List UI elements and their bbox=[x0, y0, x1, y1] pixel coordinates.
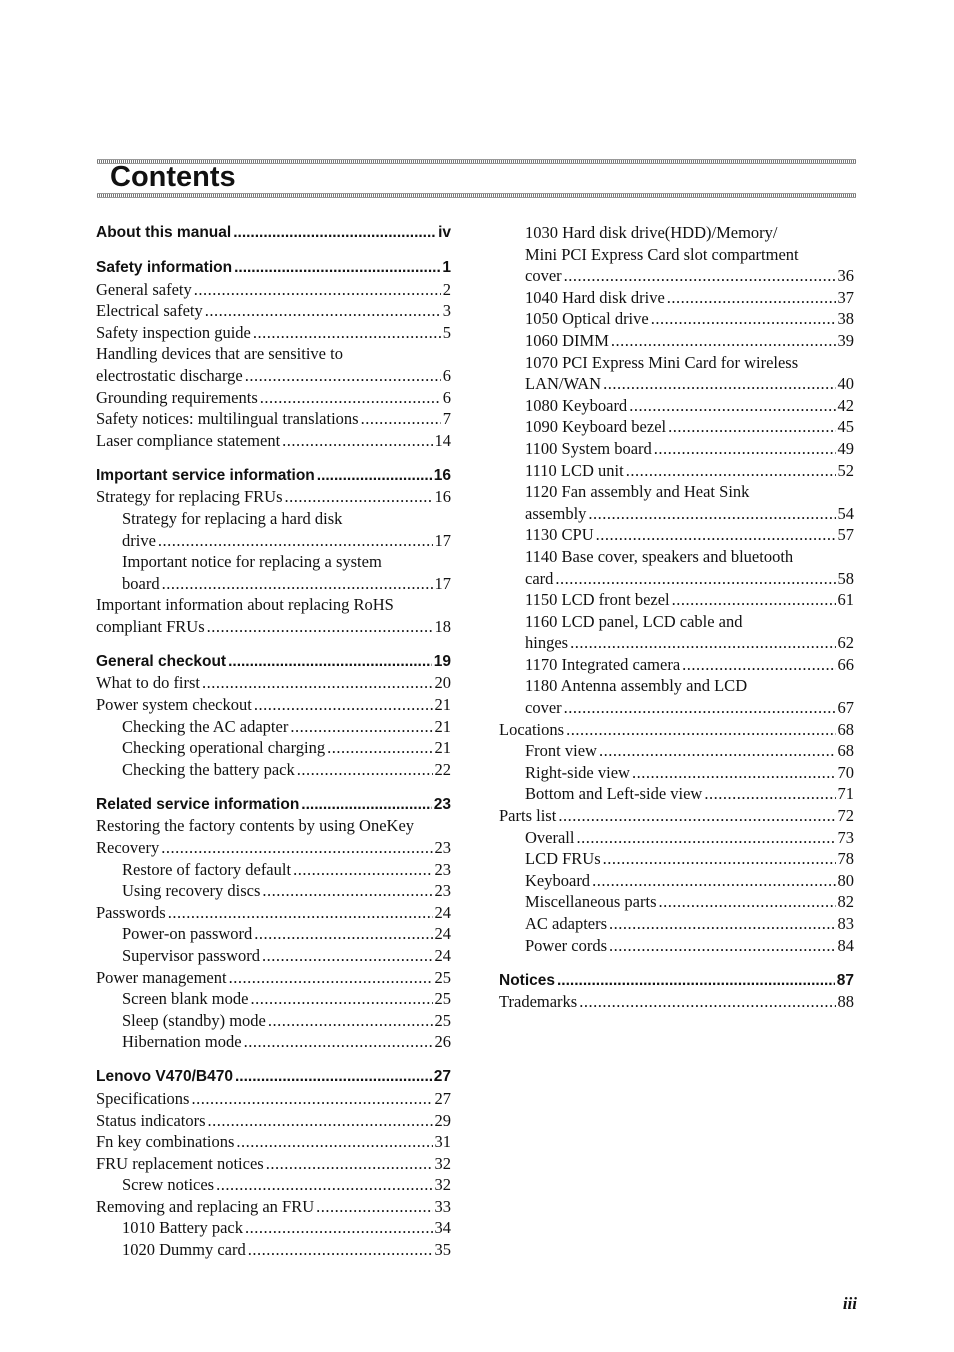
toc-page-number: 14 bbox=[434, 430, 451, 450]
toc-page-number: 17 bbox=[434, 530, 451, 550]
toc-entry[interactable] bbox=[96, 616, 451, 638]
dot-leader bbox=[293, 859, 432, 881]
toc-page-number: 68 bbox=[837, 719, 854, 739]
toc-entry-title: Grounding requirements bbox=[96, 387, 258, 407]
dot-leader bbox=[576, 827, 835, 849]
toc-entry-title: 1050 Optical drive bbox=[525, 309, 649, 329]
toc-page-number: 73 bbox=[837, 827, 854, 847]
toc-chapter-entry[interactable] bbox=[96, 1066, 451, 1088]
dot-leader bbox=[588, 503, 835, 525]
toc-entry[interactable] bbox=[96, 1088, 451, 1110]
toc-entry-title: Screw notices bbox=[122, 1175, 215, 1195]
toc-entry[interactable] bbox=[499, 395, 854, 417]
toc-page-number: 72 bbox=[837, 806, 854, 826]
dot-leader bbox=[254, 923, 432, 945]
toc-page-number: 29 bbox=[434, 1110, 451, 1130]
toc-entry-title: AC adapters bbox=[525, 914, 608, 933]
toc-page-number: 1 bbox=[442, 258, 451, 276]
toc-entry-title: Related service information bbox=[96, 795, 300, 813]
page-title: Contents bbox=[110, 161, 236, 193]
toc-page-number: 38 bbox=[837, 309, 854, 329]
toc-page-number: 2 bbox=[442, 279, 451, 299]
dot-leader bbox=[316, 1196, 432, 1218]
toc-entry[interactable] bbox=[499, 438, 854, 460]
toc-entry[interactable] bbox=[499, 373, 854, 395]
toc-entry-title: Safety notices: multilingual translations bbox=[96, 409, 359, 429]
toc-entry-title: hinges bbox=[525, 633, 569, 653]
toc-entry[interactable] bbox=[96, 530, 451, 552]
toc-page-number: 42 bbox=[837, 395, 854, 415]
toc-page-number: 25 bbox=[434, 989, 451, 1009]
toc-page-number: 61 bbox=[837, 590, 854, 610]
toc-page-number: 58 bbox=[837, 568, 854, 588]
toc-entry-title: Laser compliance statement bbox=[96, 430, 281, 450]
toc-entry-title: Sleep (standby) mode bbox=[122, 1010, 266, 1030]
toc-page-number: 27 bbox=[434, 1088, 451, 1108]
toc-entry[interactable] bbox=[96, 880, 451, 902]
toc-entry-title: Checking the battery pack bbox=[122, 759, 295, 779]
dot-leader bbox=[570, 632, 835, 654]
toc-page-number: 71 bbox=[837, 784, 854, 804]
toc-page-number: 34 bbox=[434, 1218, 451, 1238]
dot-leader bbox=[191, 1088, 432, 1110]
toc-entry[interactable] bbox=[96, 923, 451, 945]
title-rule-bottom bbox=[97, 193, 856, 198]
toc-page-number: 25 bbox=[434, 1010, 451, 1030]
toc-page-number: 88 bbox=[837, 992, 854, 1012]
toc-page-number: 6 bbox=[442, 387, 451, 407]
toc-entry-title: About this manual bbox=[96, 224, 232, 241]
toc-entry[interactable] bbox=[96, 486, 451, 508]
toc-entry[interactable] bbox=[96, 365, 451, 387]
toc-page-number: 87 bbox=[836, 971, 854, 989]
toc-entry-title: Screen blank mode bbox=[122, 989, 249, 1009]
toc-entry[interactable] bbox=[499, 740, 854, 762]
dot-leader bbox=[262, 880, 432, 902]
dot-leader bbox=[629, 395, 835, 417]
toc-entry-title: Checking operational charging bbox=[122, 738, 326, 758]
toc-entry-title: Removing and replacing an FRU bbox=[96, 1196, 315, 1216]
toc-entry[interactable] bbox=[96, 1031, 451, 1053]
toc-entry[interactable] bbox=[96, 759, 451, 781]
toc-page-number: 5 bbox=[442, 322, 451, 342]
toc-entry[interactable] bbox=[499, 308, 854, 330]
dot-leader bbox=[260, 387, 441, 409]
toc-entry-title: Status indicators bbox=[96, 1110, 206, 1130]
toc-entry-title: Locations bbox=[499, 719, 565, 739]
dot-leader bbox=[194, 279, 441, 301]
dot-leader bbox=[654, 438, 836, 460]
toc-entry-title: Fn key combinations bbox=[96, 1132, 235, 1152]
toc-page-number: 32 bbox=[434, 1153, 451, 1173]
toc-entry[interactable] bbox=[96, 1131, 451, 1153]
toc-page-number: 21 bbox=[434, 738, 451, 758]
toc-entry-title: Restore of factory default bbox=[122, 859, 292, 879]
toc-entry[interactable] bbox=[499, 935, 854, 957]
dot-leader bbox=[268, 1010, 433, 1032]
dot-leader bbox=[626, 460, 836, 482]
toc-entry[interactable] bbox=[96, 967, 451, 989]
toc-entry-title: 1040 Hard disk drive bbox=[525, 287, 665, 307]
toc-page-number: 16 bbox=[434, 487, 451, 507]
toc-entry[interactable] bbox=[96, 859, 451, 881]
toc-entry-title: 1150 LCD front bezel bbox=[525, 590, 670, 610]
toc-entry[interactable] bbox=[96, 1217, 451, 1239]
toc-page-number: 36 bbox=[837, 266, 854, 286]
dot-leader bbox=[611, 330, 836, 352]
toc-page-number: 49 bbox=[837, 438, 854, 458]
dot-leader bbox=[262, 945, 433, 967]
toc-entry-line: Strategy for replacing a hard disk bbox=[122, 508, 343, 528]
toc-entry[interactable] bbox=[96, 694, 451, 716]
dot-leader bbox=[285, 486, 433, 508]
toc-page-number: 67 bbox=[837, 698, 854, 718]
toc-entry-title: Power cords bbox=[525, 935, 608, 955]
toc-entry-line: 1070 PCI Express Mini Card for wireless bbox=[525, 352, 799, 372]
toc-page-number: 52 bbox=[837, 460, 854, 480]
toc-entry[interactable] bbox=[499, 654, 854, 676]
toc-entry-title: drive bbox=[122, 530, 156, 550]
toc-page-number: 25 bbox=[434, 967, 451, 987]
toc-entry[interactable] bbox=[499, 870, 854, 892]
toc-chapter-entry[interactable] bbox=[96, 794, 451, 816]
toc-entry[interactable] bbox=[96, 1196, 451, 1218]
toc-chapter-entry[interactable] bbox=[499, 970, 854, 992]
dot-leader bbox=[290, 716, 432, 738]
toc-entry-title: Front view bbox=[525, 741, 597, 761]
toc-entry[interactable] bbox=[96, 1153, 451, 1175]
toc-page-number: 3 bbox=[442, 301, 451, 321]
toc-entry[interactable] bbox=[499, 503, 854, 525]
toc-page-number: 83 bbox=[837, 914, 854, 933]
dot-leader bbox=[297, 759, 433, 781]
toc-entry[interactable] bbox=[96, 322, 451, 344]
toc-entry-title: Lenovo V470/B470 bbox=[96, 1068, 233, 1086]
toc-entry-title: Specifications bbox=[96, 1088, 190, 1108]
toc-entry[interactable] bbox=[96, 279, 451, 301]
toc-entry-title: Right-side view bbox=[525, 762, 630, 782]
toc-entry[interactable] bbox=[499, 783, 854, 805]
toc-entry[interactable] bbox=[96, 573, 451, 595]
dot-leader bbox=[229, 967, 433, 989]
toc-page-number: 35 bbox=[434, 1240, 451, 1260]
toc-page-number: 24 bbox=[434, 902, 451, 922]
toc-entry[interactable] bbox=[96, 902, 451, 924]
toc-entry[interactable] bbox=[96, 672, 451, 694]
dot-leader bbox=[603, 373, 835, 395]
dot-leader bbox=[632, 762, 836, 784]
toc-chapter-entry[interactable] bbox=[96, 257, 451, 279]
dot-leader bbox=[672, 589, 836, 611]
toc-entry-title: board bbox=[122, 573, 160, 593]
dot-leader bbox=[668, 416, 835, 438]
toc-entry-title: 1060 DIMM bbox=[525, 330, 609, 350]
toc-entry[interactable] bbox=[499, 330, 854, 352]
toc-page-number: 31 bbox=[434, 1132, 451, 1152]
toc-page-number: 7 bbox=[442, 409, 451, 429]
toc-page-number: iv bbox=[438, 224, 451, 241]
dot-leader bbox=[202, 672, 432, 694]
dot-leader bbox=[235, 1066, 432, 1088]
toc-entry-title: 1080 Keyboard bbox=[525, 395, 628, 415]
dot-leader bbox=[282, 430, 432, 452]
toc-entry-title: Passwords bbox=[96, 902, 166, 922]
toc-page-number: 70 bbox=[837, 762, 854, 782]
toc-entry[interactable] bbox=[96, 1110, 451, 1132]
dot-leader bbox=[161, 837, 432, 859]
toc-entry-title: Power system checkout bbox=[96, 695, 252, 715]
dot-leader bbox=[327, 737, 432, 759]
toc-entry-title: Safety information bbox=[96, 258, 233, 276]
toc-chapter-entry[interactable] bbox=[96, 222, 451, 244]
toc-entry[interactable] bbox=[96, 1010, 451, 1032]
toc-page-number: 80 bbox=[837, 870, 854, 890]
toc-entry[interactable] bbox=[96, 945, 451, 967]
toc-page-number: 18 bbox=[434, 616, 451, 636]
toc-entry-line: Important notice for replacing a system bbox=[122, 552, 382, 572]
toc-entry-title: Power management bbox=[96, 967, 227, 987]
toc-entry-title: Overall bbox=[525, 827, 575, 847]
toc-entry-title: LCD FRUs bbox=[525, 849, 601, 869]
toc-page-number: 40 bbox=[837, 374, 854, 394]
toc-entry-title: Important service information bbox=[96, 466, 315, 484]
toc-page-number: 84 bbox=[837, 935, 854, 955]
toc-entry-title: What to do first bbox=[96, 673, 201, 693]
toc-entry[interactable] bbox=[499, 891, 854, 913]
dot-leader bbox=[317, 465, 432, 487]
dot-leader bbox=[301, 794, 431, 816]
toc-entry-title: LAN/WAN bbox=[525, 374, 602, 394]
toc-entry[interactable] bbox=[499, 524, 854, 546]
toc-page-number: 26 bbox=[434, 1032, 451, 1052]
dot-leader bbox=[236, 1131, 432, 1153]
toc-page-number: 20 bbox=[434, 673, 451, 693]
toc-entry-line: Restoring the factory contents by using OneKey bbox=[96, 816, 415, 836]
toc-entry-title: 1170 Integrated camera bbox=[525, 654, 681, 674]
toc-entry-title: electrostatic discharge bbox=[96, 365, 243, 385]
toc-page-number: 54 bbox=[837, 503, 854, 523]
toc-entry-title: 1110 LCD unit bbox=[525, 460, 624, 480]
toc-page-number: 33 bbox=[434, 1196, 451, 1216]
dot-leader bbox=[158, 530, 433, 552]
toc-entry[interactable] bbox=[96, 408, 451, 430]
toc-entry-title: Notices bbox=[499, 971, 555, 989]
dot-leader bbox=[704, 783, 835, 805]
toc-entry[interactable] bbox=[499, 848, 854, 870]
dot-leader bbox=[216, 1174, 432, 1196]
toc-entry-title: compliant FRUs bbox=[96, 616, 205, 636]
toc-entry-line: Important information about replacing RoHS bbox=[96, 595, 394, 615]
dot-leader bbox=[253, 322, 441, 344]
toc-entry-line: 1120 Fan assembly and Heat Sink bbox=[525, 482, 750, 502]
toc-page-number: 78 bbox=[837, 849, 854, 869]
toc-entry[interactable] bbox=[499, 762, 854, 784]
toc-page-number: 57 bbox=[837, 525, 854, 545]
toc-entry[interactable] bbox=[499, 991, 854, 1013]
dot-leader bbox=[205, 300, 441, 322]
dot-leader bbox=[682, 654, 835, 676]
dot-leader bbox=[599, 740, 836, 762]
dot-leader bbox=[609, 935, 835, 957]
toc-entry-title: Checking the AC adapter bbox=[122, 716, 289, 736]
dot-leader bbox=[566, 719, 835, 741]
toc-chapter-entry[interactable] bbox=[96, 465, 451, 487]
toc-chapter-entry[interactable] bbox=[96, 651, 451, 673]
toc-entry-title: 1020 Dummy card bbox=[122, 1240, 246, 1260]
toc-entry-title: Parts list bbox=[499, 806, 557, 826]
toc-column-left bbox=[96, 222, 451, 1261]
toc-entry[interactable] bbox=[96, 737, 451, 759]
toc-entry[interactable] bbox=[499, 805, 854, 827]
dot-leader bbox=[659, 891, 836, 913]
toc-entry[interactable] bbox=[499, 287, 854, 309]
toc-page-number: 39 bbox=[837, 330, 854, 350]
toc-entry-line: 1160 LCD panel, LCD cable and bbox=[525, 611, 743, 631]
toc-entry-title: 1010 Battery pack bbox=[122, 1218, 243, 1238]
toc-page-number: 19 bbox=[433, 652, 451, 670]
dot-leader bbox=[603, 848, 836, 870]
toc-entry-title: 1130 CPU bbox=[525, 525, 594, 545]
dot-leader bbox=[361, 408, 441, 430]
dot-leader bbox=[250, 988, 432, 1010]
toc-entry-line: Handling devices that are sensitive to bbox=[96, 344, 343, 364]
toc-entry-title: Bottom and Left-side view bbox=[525, 784, 703, 804]
toc-entry-title: Trademarks bbox=[499, 992, 578, 1012]
toc-entry[interactable] bbox=[499, 719, 854, 741]
toc-entry-line: 1030 Hard disk drive(HDD)/Memory/ bbox=[525, 223, 778, 242]
toc-entry[interactable] bbox=[96, 430, 451, 452]
dot-leader bbox=[558, 805, 835, 827]
dot-leader bbox=[254, 694, 433, 716]
dot-leader bbox=[596, 524, 836, 546]
dot-leader bbox=[609, 913, 835, 935]
toc-page-number: 23 bbox=[434, 859, 451, 879]
toc-page-number: 23 bbox=[434, 881, 451, 901]
toc-entry-title: Strategy for replacing FRUs bbox=[96, 487, 283, 507]
dot-leader bbox=[651, 308, 836, 330]
toc-entry-title: cover bbox=[525, 698, 562, 718]
toc-page-number: 6 bbox=[442, 365, 451, 385]
toc-entry[interactable] bbox=[96, 1239, 451, 1261]
dot-leader bbox=[233, 222, 436, 244]
toc-page-number: 22 bbox=[434, 759, 451, 779]
toc-entry-title: Supervisor password bbox=[122, 945, 260, 965]
toc-entry[interactable] bbox=[96, 1174, 451, 1196]
toc-page-number: 24 bbox=[434, 924, 451, 944]
toc-entry-title: Hibernation mode bbox=[122, 1032, 242, 1052]
toc-entry[interactable] bbox=[96, 387, 451, 409]
toc-entry-title: 1100 System board bbox=[525, 438, 652, 458]
toc-entry-title: 1090 Keyboard bezel bbox=[525, 417, 667, 437]
dot-leader bbox=[245, 365, 441, 387]
toc-page-number: 24 bbox=[434, 945, 451, 965]
toc-entry-title: assembly bbox=[525, 503, 587, 523]
toc-page-number: 37 bbox=[837, 287, 854, 307]
toc-entry-line: Mini PCI Express Card slot compartment bbox=[525, 244, 799, 264]
dot-leader bbox=[208, 1110, 433, 1132]
toc-entry[interactable] bbox=[499, 697, 854, 719]
page-number: iii bbox=[842, 1294, 857, 1313]
toc-entry[interactable] bbox=[499, 589, 854, 611]
toc-entry-title: card bbox=[525, 568, 554, 588]
toc-entry[interactable] bbox=[499, 460, 854, 482]
toc-entry-title: Recovery bbox=[96, 838, 160, 857]
toc-page-number: 66 bbox=[837, 654, 854, 674]
toc-page-number: 21 bbox=[434, 716, 451, 736]
dot-leader bbox=[244, 1031, 433, 1053]
toc-entry-title: Electrical safety bbox=[96, 301, 203, 321]
toc-page-number: 27 bbox=[433, 1068, 451, 1086]
toc-page-number: 23 bbox=[434, 838, 451, 857]
toc-entry[interactable] bbox=[96, 300, 451, 322]
toc-entry[interactable] bbox=[96, 837, 451, 859]
toc-page-number: 45 bbox=[837, 417, 854, 437]
toc-entry-title: General safety bbox=[96, 279, 192, 299]
toc-column-right bbox=[499, 222, 854, 1013]
toc-entry-title: Safety inspection guide bbox=[96, 322, 251, 342]
toc-entry-line: 1140 Base cover, speakers and bluetooth bbox=[525, 546, 794, 566]
dot-leader bbox=[564, 265, 836, 287]
toc-entry-title: Miscellaneous parts bbox=[525, 892, 657, 912]
toc-entry-line: 1180 Antenna assembly and LCD bbox=[525, 676, 748, 696]
toc-page-number: 82 bbox=[837, 892, 854, 912]
toc-page-number: 68 bbox=[837, 741, 854, 761]
dot-leader bbox=[579, 991, 835, 1013]
dot-leader bbox=[207, 616, 433, 638]
toc-page-number: 21 bbox=[434, 695, 451, 715]
toc-page-number: 62 bbox=[837, 633, 854, 653]
dot-leader bbox=[266, 1153, 433, 1175]
toc-page-number: 16 bbox=[433, 466, 451, 484]
toc-entry[interactable] bbox=[499, 827, 854, 849]
dot-leader bbox=[228, 651, 432, 673]
toc-entry[interactable] bbox=[499, 913, 854, 935]
toc-entry-title: cover bbox=[525, 266, 562, 286]
toc-entry[interactable] bbox=[96, 988, 451, 1010]
dot-leader bbox=[592, 870, 835, 892]
dot-leader bbox=[234, 257, 440, 279]
dot-leader bbox=[245, 1217, 433, 1239]
toc-page-number: 32 bbox=[434, 1175, 451, 1195]
toc-entry[interactable] bbox=[499, 416, 854, 438]
toc-page-number: 17 bbox=[434, 573, 451, 593]
toc-entry[interactable] bbox=[499, 632, 854, 654]
toc-entry-title: Power-on password bbox=[122, 924, 253, 944]
toc-entry-title: General checkout bbox=[96, 652, 227, 670]
dot-leader bbox=[667, 287, 836, 309]
dot-leader bbox=[162, 573, 433, 595]
toc-entry[interactable] bbox=[96, 716, 451, 738]
toc-entry-title: Keyboard bbox=[525, 870, 591, 890]
toc-entry[interactable] bbox=[499, 568, 854, 590]
toc-page-number: 23 bbox=[433, 795, 451, 813]
dot-leader bbox=[248, 1239, 433, 1261]
dot-leader bbox=[557, 970, 835, 992]
toc-entry[interactable] bbox=[499, 265, 854, 287]
toc-entry-title: FRU replacement notices bbox=[96, 1153, 264, 1173]
dot-leader bbox=[564, 697, 836, 719]
toc-entry-title: Using recovery discs bbox=[122, 881, 261, 901]
dot-leader bbox=[168, 902, 433, 924]
dot-leader bbox=[555, 568, 835, 590]
